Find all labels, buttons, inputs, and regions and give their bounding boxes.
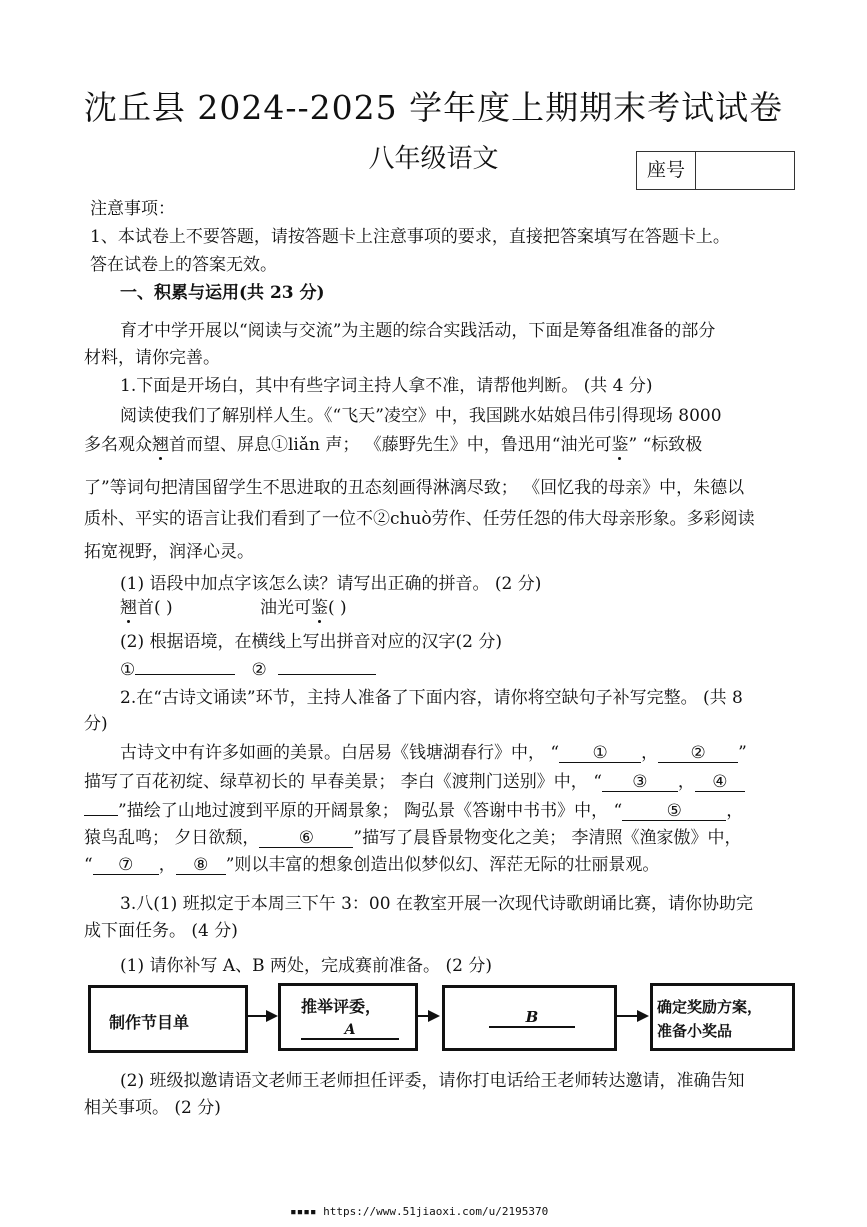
q2-line-2: 描写了百花初绽、绿草初长的 早春美景； 李白《渡荆门送别》中， “ ③ ， ④	[84, 770, 745, 794]
notice-line-1: 1、本试卷上不要答题，请按答题卡上注意事项的要求，直接把答案填写在答题卡上。	[90, 227, 730, 247]
q2-stem-2: 分)	[84, 714, 108, 734]
dotted-char: 翘	[152, 435, 169, 455]
q1-stem: 1.下面是开场白，其中有些字词主持人拿不准，请帮他判断。 (共 4 分)	[120, 376, 653, 396]
poem-blank-4-cont	[84, 815, 118, 816]
seat-number-box	[636, 151, 795, 190]
seat-number-label: 座号	[637, 152, 696, 189]
poem-blank-8: ⑧	[176, 856, 226, 875]
dotted-char: 翘	[120, 598, 137, 618]
flow-arrow-3-head	[637, 1010, 649, 1022]
flow-step-3	[442, 985, 617, 1051]
flow-arrow-2-head	[428, 1010, 440, 1022]
poem-blank-7: ⑦	[93, 856, 159, 875]
poem-blank-4: ④	[695, 773, 745, 792]
flow-step-4: 确定奖励方案， 准备小奖品	[650, 983, 795, 1051]
poem-blank-6: ⑥	[259, 829, 353, 848]
dotted-char: 鉴	[311, 598, 328, 618]
answer-blank	[278, 674, 376, 675]
q1-sub2: (2) 根据语境，在横线上写出拼音对应的汉字(2 分)	[120, 632, 502, 652]
q2-line-5: “ ⑦ ， ⑧ ”则以丰富的想象创造出似梦似幻、浑茫无际的壮丽景观。	[84, 855, 660, 875]
poem-blank-3: ③	[602, 773, 678, 792]
q3-sub2-line-1: (2) 班级拟邀请语文老师王老师担任评委，请你打电话给王老师转达邀请，准确告知	[120, 1071, 745, 1091]
blank-a: A	[301, 1022, 399, 1040]
dotted-char: 鉴	[611, 435, 629, 455]
q1-sub1: (1) 语段中加点字该怎么读？请写出正确的拼音。 (2 分)	[120, 574, 542, 594]
flow-step-1: 制作节目单	[88, 985, 248, 1053]
flow-arrow-1-head	[266, 1010, 278, 1022]
footer-watermark-url: ▪▪▪▪ https://www.51jiaoxi.com/u/2195370	[290, 1205, 549, 1218]
poem-blank-2: ②	[658, 744, 738, 763]
flow-arrow-1	[248, 1015, 268, 1017]
q1-passage-line-3: 了”等词句把清国留学生不思进取的丑态刻画得淋漓尽致； 《回忆我的母亲》中，朱德以	[84, 478, 745, 498]
notice-line-2: 答在试卷上的答案无效。	[90, 255, 277, 275]
q3-stem-1: 3.八(1) 班拟定于本周三下午 3：00 在教室开展一次现代诗歌朗诵比赛，请你协助完	[120, 894, 753, 914]
notice-heading: 注意事项：	[90, 199, 175, 219]
exam-title: 沈丘县 2024--2025 学年度上期期末考试试卷	[83, 88, 784, 127]
q1-passage-line-1: 阅读使我们了解别样人生。《“飞天”凌空》中，我国跳水姑娘吕伟引得现场 8000	[120, 406, 722, 426]
q1-sub1-answer-b: 油光可鉴( )	[260, 598, 347, 618]
q2-line-3: ”描绘了山地过渡到平原的开阔景象； 陶弘景《答谢中书书》中， “ ⑤ ，	[84, 799, 743, 823]
q2-line-1: 古诗文中有许多如画的美景。白居易《钱塘湖春行》中， “ ① ， ② ”	[120, 743, 747, 763]
q1-passage-line-4: 质朴、平实的语言让我们看到了一位不②chuò劳作、任劳任怨的伟大母亲形象。多彩阅读	[84, 509, 755, 529]
poem-blank-1: ①	[559, 744, 641, 763]
intro-line-2: 材料，请你完善。	[84, 348, 220, 368]
flow-arrow-3	[617, 1015, 639, 1017]
q1-sub2-blanks: ① ②	[120, 658, 376, 682]
q1-passage-line-2: 多名观众翘首而望、屏息①liǎn 声； 《藤野先生》中，鲁迅用“油光可鉴” “标致极	[84, 435, 703, 455]
q1-sub1-answer-a: 翘首( )	[120, 598, 173, 618]
q3-sub1: (1) 请你补写 A、B 两处，完成赛前准备。 (2 分)	[120, 956, 492, 976]
flow-step-2: 推举评委， A	[278, 983, 418, 1051]
intro-line-1: 育才中学开展以“阅读与交流”为主题的综合实践活动，下面是筹备组准备的部分	[120, 321, 716, 341]
answer-blank	[135, 674, 235, 675]
q3-stem-2: 成下面任务。 (4 分)	[84, 921, 238, 941]
q3-sub2-line-2: 相关事项。 (2 分)	[84, 1098, 221, 1118]
blank-b: B	[489, 1008, 575, 1028]
poem-blank-5: ⑤	[622, 802, 726, 821]
q2-stem-1: 2.在“古诗文诵读”环节，主持人准备了下面内容，请你将空缺句子补写完整。 (共 8	[120, 688, 743, 708]
q2-line-4: 猿鸟乱鸣； 夕日欲颓， ⑥ ”描写了晨昏景物变化之美； 李清照《渔家傲》中，	[84, 828, 742, 848]
exam-subtitle: 八年级语文	[368, 144, 499, 174]
section-1-heading: 一、积累与运用(共 23 分)	[120, 283, 325, 303]
q1-passage-line-5: 拓宽视野，润泽心灵。	[84, 542, 254, 562]
